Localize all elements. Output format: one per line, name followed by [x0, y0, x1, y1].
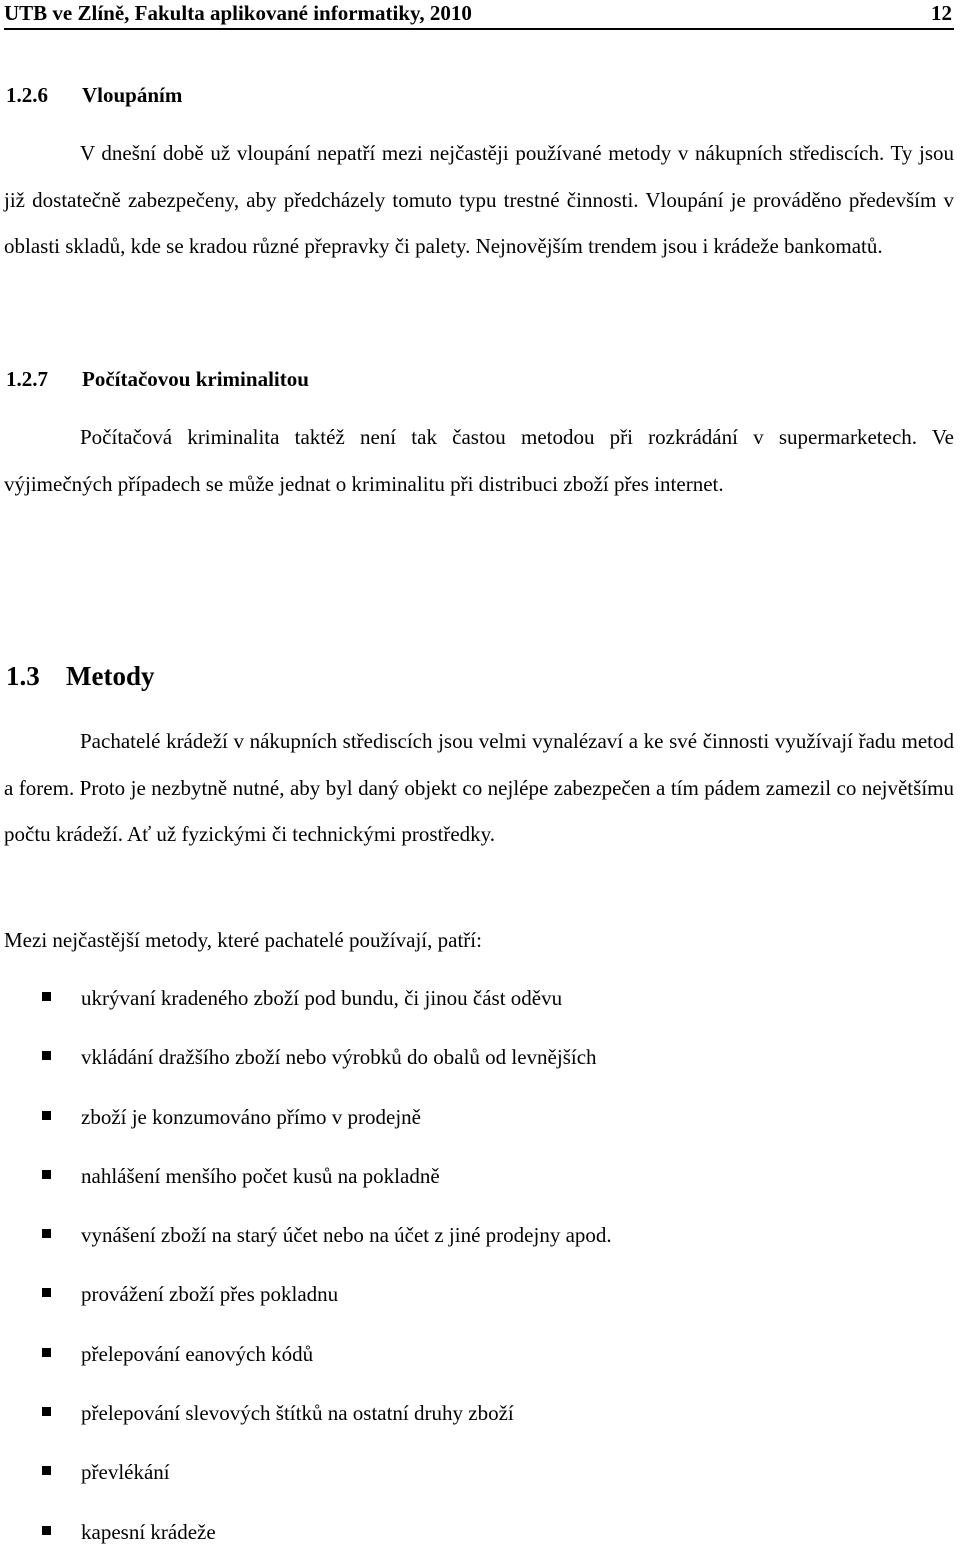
section-heading-1-2-7 — [6, 366, 309, 392]
square-bullet-icon — [42, 1229, 51, 1238]
list-intro: Mezi nejčastější metody, které pachatelé používají, patří: — [4, 928, 482, 952]
paragraph-1-2-7: Počítačová kriminalita taktéž není tak častou metodou při rozkrádání v supermarketech. Ve výjimečných případech se může jednat o kriminalitu při distribuci zboží přes internet. — [4, 425, 954, 496]
square-bullet-icon — [42, 1526, 51, 1535]
paragraph-1-3: Pachatelé krádeží v nákupních střediscích jsou velmi vynalézaví a ke své činnosti využívají řadu metod a forem. Proto je nezbytně nutné, aby byl daný objekt co nejlépe zabezpečen a tím pádem zamezil co největšímu počtu krádeží. Ať už fyzickými či technickými prostředky. — [4, 729, 954, 846]
square-bullet-icon — [42, 1348, 51, 1357]
section-title: Počítačovou kriminalitou — [82, 367, 309, 391]
section-title: Metody — [66, 661, 155, 691]
header-title: UTB ve Zlíně, Fakulta aplikované informatiky, 2010 — [4, 1, 472, 25]
section-number: 1.3 — [6, 661, 40, 691]
page-number: 12 — [931, 1, 952, 25]
paragraph-1-2-6: V dnešní době už vloupání nepatří mezi nejčastěji používané metody v nákupních střediscích. Ty jsou již dostatečně zabezpečeny, aby předcházely tomuto typu trestné činnosti. Vloupání je prováděno především v oblasti skladů, kde se kradou různé přepravky či palety. Nejnovějším trendem jsou i krádeže bankomatů. — [4, 141, 954, 258]
section-number: 1.2.7 — [6, 367, 48, 391]
section-heading-1-2-6 — [6, 82, 182, 108]
section-heading-1-3 — [6, 660, 154, 692]
document-page: UTB ve Zlíně, Fakulta aplikované informatiky, 2010 12 1.2.6 Vloupáním V dnešní době už vloupání nepatří mezi nejčastěji používané metody v nákupních střediscích. Ty jsou již dostatečně zabezpečeny, aby předcházely tomuto typu trestné činnosti. Vloupání je prováděno především v oblasti skladů, kde se kradou různé přepravky či palety. Nejnovějším trendem jsou i krádeže bankomatů. 1.2.7 Počítačovou kriminalitou Počítačová kriminalita taktéž není tak častou metodou při rozkrádání v supermarketech. Ve výjimečných případech se může jednat o kriminalitu při distribuci zboží přes internet. 1.3 Metody Pachatelé krádeží v nákupních střediscích jsou velmi vynalézaví a ke své činnosti využívají řadu metod a forem. Proto je nezbytně nutné, aby byl daný objekt co nejlépe zabezpečen a tím pádem zamezil co největšímu počtu krádeží. Ať už fyzickými či technickými prostředky. Mezi nejčastější metody, které pachatelé používají, patří: ukrývaní kradeného zboží pod bundu, či jinou část oděvu vkládání dražšího zboží nebo výrobků do obalů od levnějších zboží je konzumováno přímo v prodejně nahlášení menšího počet kusů na pokladně vynášení zboží na starý účet nebo na účet z jiné prodejny apod. provážení zboží přes pokladnu přelepování eanových kódů přelepování slevových štítků na ostatní druhy zboží převlékání kapesní krádeže — [4, 1, 954, 1544]
square-bullet-icon — [42, 1111, 51, 1120]
running-header — [4, 0, 954, 30]
square-bullet-icon — [42, 1051, 51, 1060]
square-bullet-icon — [42, 1466, 51, 1475]
section-number: 1.2.6 — [6, 83, 48, 107]
square-bullet-icon — [42, 1288, 51, 1297]
square-bullet-icon — [42, 992, 51, 1001]
section-title: Vloupáním — [82, 83, 183, 107]
square-bullet-icon — [42, 1407, 51, 1416]
square-bullet-icon — [42, 1170, 51, 1179]
